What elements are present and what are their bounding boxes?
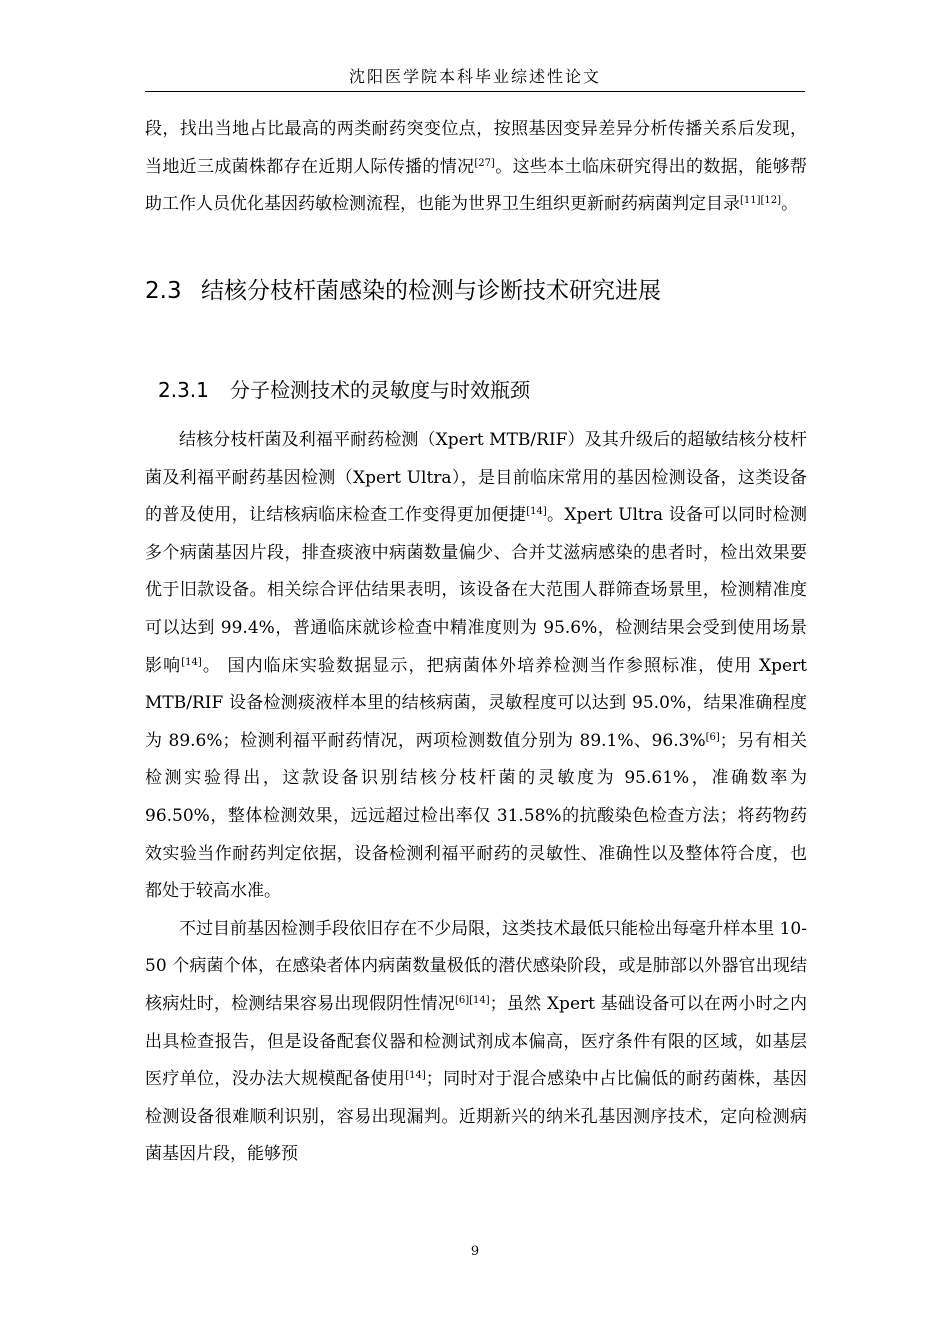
text-run: 。Xpert Ultra 设备可以同时检测多个病菌基因片段，排查痰液中病菌数量偏少、合并艾滋病感染的患者时，检出效果要优于旧款设备。相关综合评估结果表明，该设备在大范围人群筛查场景里，检测精准度可以达到 99.4%，普通临床就诊检查中精准度则为 95.6%，检测结果会受到使用场景影响 <box>145 505 808 676</box>
paragraph-2 <box>145 911 807 1174</box>
citation-ref: [27] <box>474 157 495 169</box>
citation-ref: [11][12] <box>740 195 782 207</box>
paragraph-1 <box>145 422 807 911</box>
citation-ref: [14] <box>181 656 202 668</box>
text-run: 段，找出当地占比最高的两类耐药突变位点，按照基因变异差异分析传播关系后发现，当地近三成菌株都存在近期人际传播的情况 <box>145 119 807 177</box>
text-run: 。 <box>781 194 799 215</box>
subsection-number: 2.3.1 <box>158 378 209 402</box>
citation-ref: [14] <box>405 1070 426 1082</box>
text-run: 。 国内临床实验数据显示，把病菌体外培养检测当作参照标准，使用 Xpert MTB/RIF 设备检测痰液样本里的结核病菌，灵敏程度可以达到 95.0%，结果准确程度为 89.6%；检测利福平耐药情况，两项检测数值分别为 89.1%、96.3% <box>145 655 808 751</box>
paragraph-text <box>145 111 807 224</box>
text-run: 不过目前基因检测手段依旧存在不少局限，这类技术最低只能检出每毫升样本里 10-50 个病菌个体，在感染者体内病菌数量极低的潜伏感染阶段，或是肺部以外器官出现结核病灶时，检测结果容易出现假阴性情况 <box>145 918 807 1014</box>
section-heading <box>145 272 661 305</box>
citation-ref: [6][14] <box>454 994 490 1006</box>
text-run: 。这些本土临床研究得出的数据，能够帮助工作人员优化基因药敏检测流程，也能为世界卫生组织更新耐药病菌判定目录 <box>145 156 808 215</box>
citation-ref: [14] <box>526 506 547 518</box>
section-number: 2.3 <box>145 278 182 304</box>
citation-ref: [6] <box>705 731 720 743</box>
body-text <box>145 422 807 1174</box>
text-run: 结核分枝杆菌及利福平耐药检测（Xpert MTB/RIF）及其升级后的超敏结核分枝杆菌及利福平耐药基因检测（Xpert Ultra），是目前临床常用的基因检测设备，这类设备的普及使用，让结核病临床检查工作变得更加便捷 <box>145 430 807 526</box>
header-divider <box>145 91 805 92</box>
page-header-title: 沈阳医学院本科毕业综述性论文 <box>348 67 601 86</box>
page-number: 9 <box>470 1244 480 1259</box>
text-run: ；同时对于混合感染中占比偏低的耐药菌株，基因检测设备很难顺利识别，容易出现漏判。近期新兴的纳米孔基因测序技术，定向检测病菌基因片段，能够预 <box>145 1069 808 1165</box>
subsection-title: 分子检测技术的灵敏度与时效瓶颈 <box>230 378 530 402</box>
text-run: ；虽然 Xpert 基础设备可以在两小时之内出具检查报告，但是设备配套仪器和检测试剂成本偏高，医疗条件有限的区域，如基层医疗单位，没办法大规模配备使用 <box>145 993 808 1090</box>
section-title: 结核分枝杆菌感染的检测与诊断技术研究进展 <box>201 278 661 304</box>
text-run: ；另有相关检测实验得出，这款设备识别结核分枝杆菌的灵敏度为 95.61%，准确数率为 96.50%，整体检测效果，远远超过检出率仅 31.58%的抗酸染色检查方法；将药物药效实验当作耐药判定依据，设备检测利福平耐药的灵敏性、准确性以及整体符合度，也都处于较高水准。 <box>145 730 808 902</box>
subsection-heading <box>158 374 530 403</box>
intro-paragraph <box>145 111 807 224</box>
